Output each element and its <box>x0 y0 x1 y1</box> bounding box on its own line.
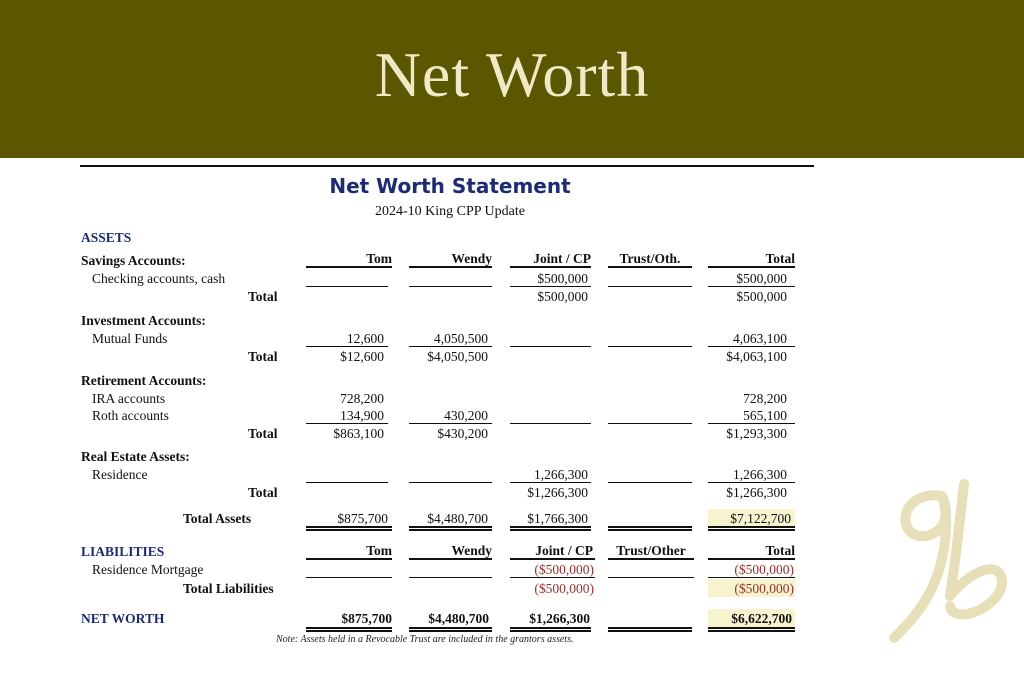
subtotal-rule <box>608 346 692 347</box>
banner-title: Net Worth <box>374 39 650 110</box>
header-rule <box>306 266 392 268</box>
row-label: Residence <box>92 467 148 482</box>
cell-value: $875,700 <box>341 611 392 626</box>
subtotal-rule <box>306 286 388 287</box>
total-label: Total <box>248 349 278 364</box>
header-rule <box>306 558 392 560</box>
row-label: Mutual Funds <box>92 331 168 346</box>
col-header-tom: Tom <box>366 543 392 558</box>
header-rule <box>608 558 694 560</box>
cell-value: $1,293,300 <box>726 426 787 441</box>
double-rule <box>608 627 692 632</box>
footnote: Note: Assets held in a Revocable Trust are included in the grantors assets. <box>276 634 574 645</box>
col-header-joint: Joint / CP <box>535 543 593 558</box>
subtotal-rule <box>708 286 795 287</box>
col-header-joint: Joint / CP <box>533 251 591 266</box>
cell-value: ($500,000) <box>734 581 794 596</box>
subtotal-rule <box>306 423 388 424</box>
double-rule <box>708 526 795 531</box>
subtotal-rule <box>608 423 692 424</box>
double-rule <box>306 526 392 531</box>
total-assets-label: Total Assets <box>183 511 252 526</box>
cell-value: ($500,000) <box>734 562 794 577</box>
cell-value: 430,200 <box>444 408 488 423</box>
subtotal-rule <box>409 423 492 424</box>
col-header-tom: Tom <box>366 251 392 266</box>
cell-value: ($500,000) <box>534 562 594 577</box>
cell-value: $4,063,100 <box>726 349 787 364</box>
cell-value: $1,266,300 <box>527 485 588 500</box>
subtotal-rule <box>608 577 694 578</box>
cell-value: $6,622,700 <box>731 611 792 626</box>
section-header-retirement: Retirement Accounts: <box>81 373 207 388</box>
cell-value: 4,050,500 <box>434 331 488 346</box>
header-rule <box>708 558 795 560</box>
cell-value: $430,200 <box>437 426 488 441</box>
cell-value: 4,063,100 <box>733 331 787 346</box>
header-rule <box>409 558 492 560</box>
subtotal-rule <box>409 346 492 347</box>
total-label: Total <box>248 426 278 441</box>
cell-value: $500,000 <box>537 289 588 304</box>
col-header-wendy: Wendy <box>451 251 492 266</box>
double-rule <box>409 627 492 632</box>
cell-value: $863,100 <box>333 426 384 441</box>
cell-value: $1,266,300 <box>726 485 787 500</box>
row-label: Checking accounts, cash <box>92 271 226 286</box>
cell-value: $4,480,700 <box>428 611 489 626</box>
subtotal-rule <box>608 286 692 287</box>
assets-heading: ASSETS <box>81 230 132 245</box>
col-header-total: Total <box>765 251 795 266</box>
net-worth-heading: NET WORTH <box>81 611 165 626</box>
subtotal-rule <box>510 423 591 424</box>
cell-value: $4,480,700 <box>427 511 488 526</box>
header-rule <box>510 558 595 560</box>
subtotal-rule <box>708 577 795 578</box>
gb-monogram-logo <box>880 478 1020 658</box>
statement-title: Net Worth Statement <box>329 174 571 198</box>
cell-value: $1,266,300 <box>529 611 590 626</box>
subtotal-rule <box>510 577 595 578</box>
cell-value: $7,122,700 <box>730 511 791 526</box>
cell-value: $500,000 <box>736 289 787 304</box>
subtotal-rule <box>409 577 492 578</box>
top-divider <box>80 165 814 167</box>
subtotal-rule <box>306 577 392 578</box>
cell-value: $12,600 <box>340 349 384 364</box>
cell-value: 728,200 <box>743 391 787 406</box>
cell-value: $1,766,300 <box>527 511 588 526</box>
cell-value: ($500,000) <box>534 581 594 596</box>
double-rule <box>510 526 591 531</box>
header-rule <box>708 266 795 268</box>
cell-value: $875,700 <box>337 511 388 526</box>
header-rule <box>510 266 591 268</box>
subtotal-rule <box>409 286 492 287</box>
col-header-total: Total <box>765 543 795 558</box>
row-label: Roth accounts <box>92 408 169 423</box>
cell-value: 1,266,300 <box>534 467 588 482</box>
subtotal-rule <box>510 482 591 483</box>
col-header-trust: Trust/Oth. <box>619 251 681 266</box>
double-rule <box>708 627 795 632</box>
subtotal-rule <box>409 482 492 483</box>
section-header-savings: Savings Accounts: <box>81 253 186 268</box>
subtotal-rule <box>608 482 692 483</box>
header-rule <box>608 266 692 268</box>
section-header-investment: Investment Accounts: <box>81 313 206 328</box>
cell-value: 1,266,300 <box>733 467 787 482</box>
header-rule <box>409 266 492 268</box>
total-liabilities-label: Total Liabilities <box>183 581 274 596</box>
statement-subtitle: 2024-10 King CPP Update <box>375 204 525 219</box>
subtotal-rule <box>510 346 591 347</box>
row-label: Residence Mortgage <box>92 562 204 577</box>
cell-value: 12,600 <box>346 331 384 346</box>
total-label: Total <box>248 485 278 500</box>
double-rule <box>510 627 591 632</box>
double-rule <box>608 526 692 531</box>
subtotal-rule <box>306 482 388 483</box>
cell-value: $500,000 <box>736 271 787 286</box>
subtotal-rule <box>510 286 591 287</box>
col-header-wendy: Wendy <box>451 543 492 558</box>
header-banner <box>0 0 1024 158</box>
cell-value: $4,050,500 <box>427 349 488 364</box>
subtotal-rule <box>708 346 795 347</box>
subtotal-rule <box>708 423 795 424</box>
liabilities-heading: LIABILITIES <box>81 544 165 559</box>
cell-value: $500,000 <box>537 271 588 286</box>
double-rule <box>409 526 492 531</box>
double-rule <box>306 627 392 632</box>
cell-value: 565,100 <box>743 408 787 423</box>
section-header-real-estate: Real Estate Assets: <box>81 449 190 464</box>
total-label: Total <box>248 289 278 304</box>
subtotal-rule <box>708 482 795 483</box>
col-header-trust: Trust/Other <box>616 543 686 558</box>
cell-value: 728,200 <box>340 391 384 406</box>
row-label: IRA accounts <box>92 391 166 406</box>
cell-value: 134,900 <box>340 408 384 423</box>
subtotal-rule <box>306 346 388 347</box>
